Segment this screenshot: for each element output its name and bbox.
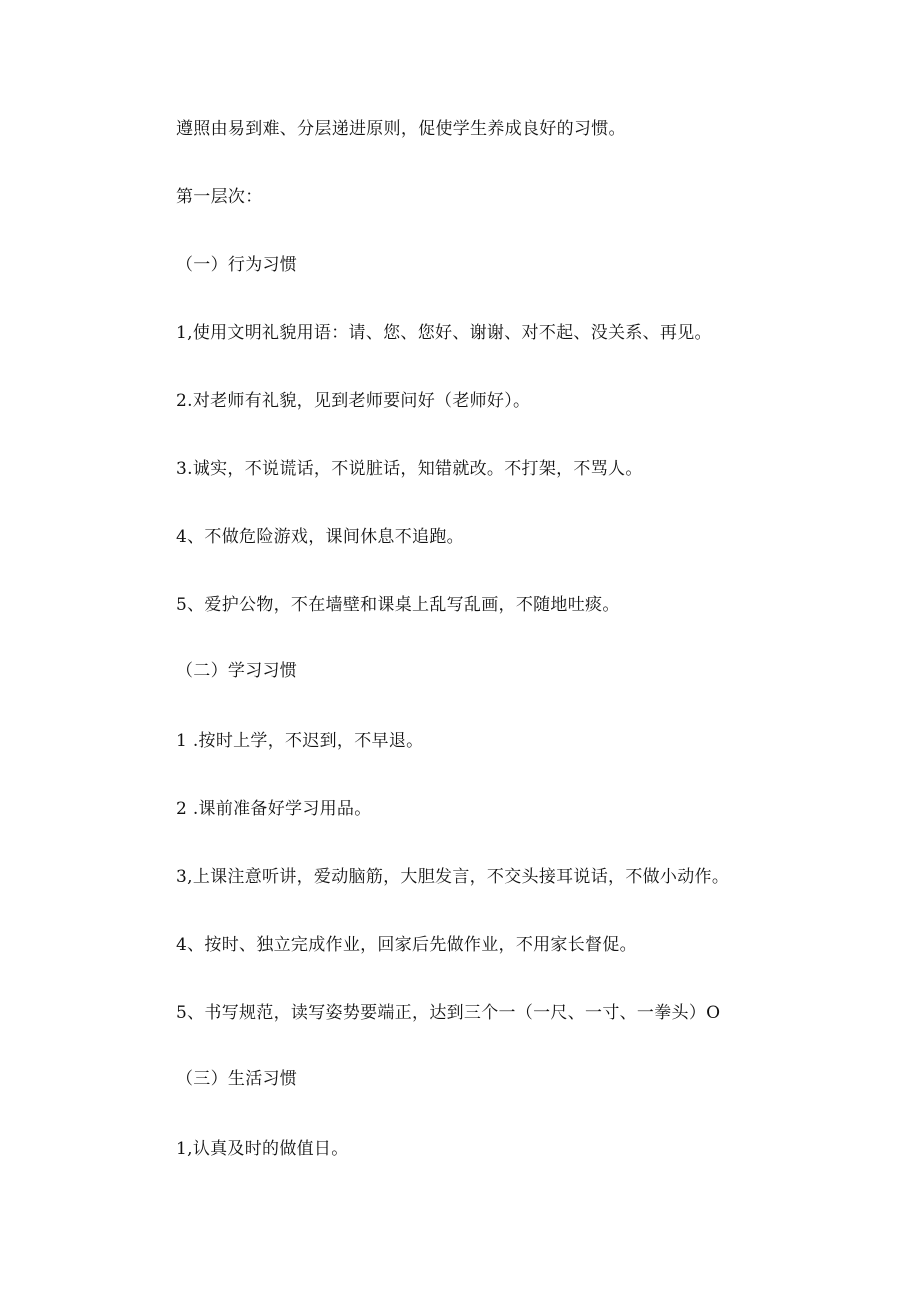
section-heading-behavior: （一）行为习惯: [176, 255, 298, 275]
list-item: 1 .按时上学，不迟到，不早退。: [176, 731, 424, 751]
list-item: 2 .课前准备好学习用品。: [176, 799, 372, 819]
list-item: 2.对老师有礼貌，见到老师要问好（老师好）。: [176, 391, 531, 411]
list-item: 3,上课注意听讲，爱动脑筋，大胆发言，不交头接耳说话，不做小动作。: [176, 867, 730, 887]
section-heading-life: （三）生活习惯: [176, 1069, 298, 1089]
section-heading-study: （二）学习习惯: [176, 661, 298, 681]
list-item: 4、按时、独立完成作业，回家后先做作业，不用家长督促。: [176, 935, 637, 955]
list-item: 5、书写规范，读写姿势要端正，达到三个一（一尺、一寸、一拳头）O: [176, 1003, 721, 1023]
list-item: 1,认真及时的做值日。: [176, 1139, 349, 1159]
level-heading: 第一层次：: [176, 187, 263, 207]
list-item: 5、爱护公物，不在墙壁和课桌上乱写乱画，不随地吐痰。: [176, 595, 620, 615]
list-item: 3.诚实，不说谎话，不说脏话，知错就改。不打架，不骂人。: [176, 459, 643, 479]
list-item: 1,使用文明礼貌用语：请、您、您好、谢谢、对不起、没关系、再见。: [176, 323, 712, 343]
intro-paragraph: 遵照由易到难、分层递进原则，促使学生养成良好的习惯。: [176, 119, 626, 139]
list-item: 4、不做危险游戏，课间休息不追跑。: [176, 527, 464, 547]
